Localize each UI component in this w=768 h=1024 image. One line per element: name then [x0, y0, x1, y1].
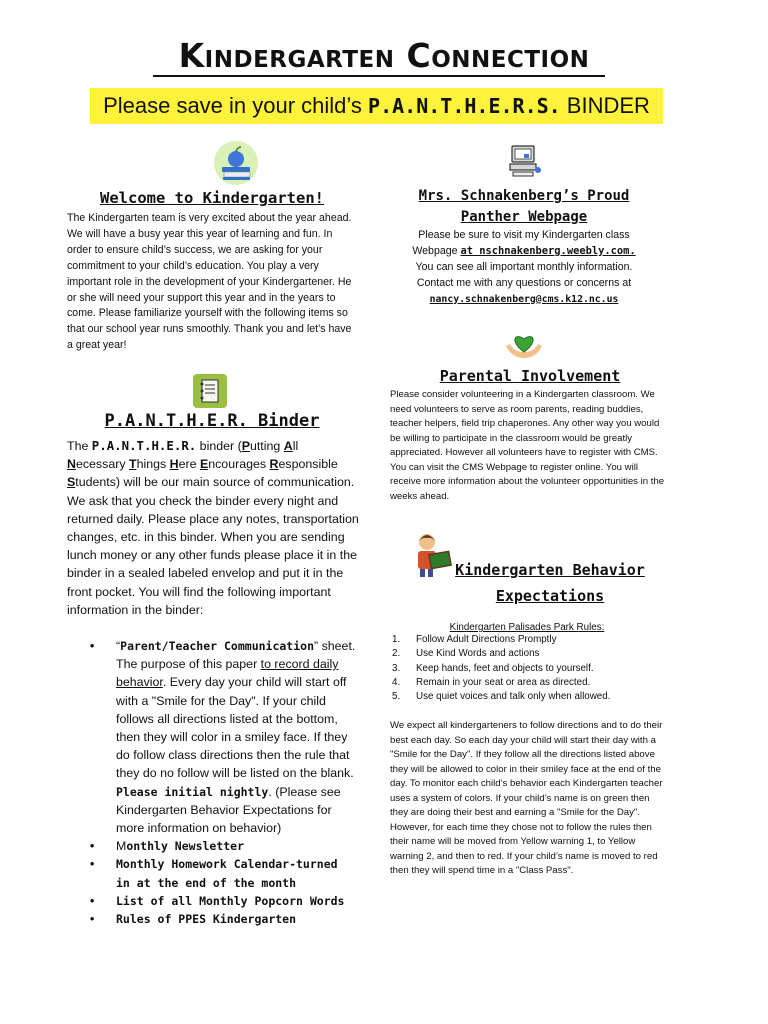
- webpage-body: [385, 228, 663, 308]
- binder-intro-the: The: [67, 439, 92, 453]
- item-text: . Every day your child will start off with a "Smile for the Day". If your child follows all directions listed at the bottom, then they will color in a smiley face. If they do follow class directions then the rule that they do no follow will be listed on the blank.: [116, 675, 354, 781]
- acronym-letter: H: [169, 457, 179, 472]
- acronym-letter: A: [283, 439, 293, 453]
- rule-number: 5.: [392, 691, 401, 703]
- webpage-line: You can see all important monthly information.: [415, 260, 633, 273]
- item-quote: “: [116, 639, 121, 653]
- acronym-word: ecessary: [75, 457, 129, 472]
- item-text: ” sheet. The purpose of this paper: [116, 639, 356, 672]
- rules-list: [390, 633, 670, 704]
- email-link[interactable]: nancy.schnakenberg@cms.k12.nc.us: [429, 293, 619, 305]
- rule-number: 3.: [392, 662, 401, 674]
- acronym-word: utting: [249, 439, 284, 453]
- acronym-word: hings: [136, 457, 170, 472]
- binder-contents-list: [90, 637, 358, 928]
- item-lead: M: [116, 839, 127, 854]
- banner-text: Please save in your child’s: [103, 93, 369, 118]
- item-strong: Monthly Homework Calendar-turned in at the end of the month: [116, 857, 338, 890]
- banner-panthers: P.A.N.T.H.E.R.S.: [368, 94, 561, 118]
- behavior-body: We expect all kindergarteners to follow directions and to do their best each day. So each day your child will start their day with a "Smile for the Day". If they follow all the directions listed above they will be allowed to color in their smiley face at the end of the day. To monitor each child’s behavior each Kindergarten teacher uses a system of colors. If your child’s name is on green then they are doing their best and earning a "Smile for the Day". However, for each time they chose not to follow the rules then their name will be moved from Yellow warning 1, to Yellow warning 2, and then to red. If your child’s name is moved to red then they will spend time in a "Class Pass".: [390, 720, 663, 876]
- welcome-heading: Welcome to Kindergarten!: [100, 189, 324, 207]
- item-text: . (Please see Kindergarten Behavior Expectations for more information on behavior): [116, 784, 341, 836]
- rule-text: Follow Adult Directions Promptly: [416, 634, 557, 645]
- acronym-word: ncourages: [208, 457, 270, 472]
- banner-binder: BINDER: [560, 93, 650, 118]
- behavior-heading: Kindergarten Behavior Expectations: [455, 561, 645, 605]
- acronym-letter: T: [128, 457, 137, 472]
- rule-item: [390, 662, 670, 676]
- rule-item: [390, 690, 670, 704]
- acronym-word: esponsible: [278, 457, 338, 472]
- webpage-heading: Mrs. Schnakenberg’s Proud Panther Webpage: [418, 188, 630, 225]
- rule-text: Use quiet voices and talk only when allowed.: [416, 691, 611, 703]
- acronym-letter: P: [241, 439, 250, 453]
- rule-item: [390, 633, 670, 647]
- welcome-body: The Kindergarten team is very excited about the year ahead. We will have a busy year this year of learning and fun. In order to ensure child’s success, we are asking for your commitment to your child’s education. You play a very important role in the development of your Kindergartener. He or she will need your support this year and in the years to come. Please familiarize yourself with the following items so that our school year runs smoothly. Thank you and let’s have a great year!: [67, 212, 352, 352]
- rule-text: Remain in your seat or area as directed.: [416, 676, 591, 688]
- child-with-sign-icon: [412, 531, 454, 579]
- item-underlined: to record daily behavior: [116, 657, 339, 690]
- rule-number: 1.: [392, 634, 401, 645]
- binder-intro-panther: P.A.N.T.H.E.R.: [91, 438, 197, 453]
- webpage-link[interactable]: at nschnakenberg.weebly.com.: [460, 244, 636, 257]
- rule-number: 2.: [392, 648, 401, 660]
- rules-title: Kindergarten Palisades Park Rules:: [449, 622, 605, 633]
- parental-body: Please consider volunteering in a Kindergarten classroom. We need volunteers to serve as room parents, reading buddies, teacher helpers, field trip chaperones. Any other way you would be willing to participate in the classroom would be greatly appreciated. However all volunteers have to register with CMS. You can visit the CMS Webpage to register online. You will receive more information about the volunteer opportunities in the weeks ahead.: [390, 389, 665, 502]
- list-item: [90, 910, 358, 928]
- acronym-letter: S: [67, 475, 76, 490]
- list-item: [90, 637, 358, 837]
- list-item: [90, 855, 358, 891]
- item-strong: onthly Newsletter: [126, 839, 245, 854]
- acronym-word: ere: [178, 457, 200, 472]
- heart-hands-icon: [502, 330, 546, 362]
- apple-books-icon: [213, 140, 259, 186]
- list-item: [90, 892, 358, 910]
- acronym-word: tudents: [75, 475, 116, 490]
- webpage-line: Please be sure to visit my Kindergarten class: [418, 229, 630, 241]
- rule-number: 4.: [392, 676, 401, 688]
- rule-text: Keep hands, feet and objects to yourself.: [416, 662, 594, 674]
- acronym-letter: E: [199, 457, 209, 472]
- webpage-line: Contact me with any questions or concerns at: [416, 276, 632, 289]
- rule-text: Use Kind Words and actions: [416, 648, 540, 660]
- binder-body: ) will be our main source of communication. We ask that you check the binder every night and returned daily. Please place any notes, transportation changes, etc. in this binder. When you are sending lunch money or any other funds please place it in the binder in a sealed labeled envelop and put it in the front pocket. You will find the following important information in the binder:: [67, 475, 359, 617]
- acronym-letter: R: [269, 457, 279, 472]
- item-strong: Rules of PPES Kindergarten: [116, 912, 297, 927]
- list-item: [90, 837, 358, 855]
- rule-item: [390, 647, 670, 661]
- binder-intro: [67, 437, 359, 619]
- notebook-icon: [192, 373, 228, 409]
- parental-heading: Parental Involvement: [439, 367, 621, 385]
- binder-banner: [90, 88, 663, 124]
- computer-icon: [504, 142, 544, 180]
- webpage-line-text: Webpage: [412, 244, 461, 257]
- item-strong: Please initial nightly: [116, 784, 269, 799]
- rule-item: [390, 676, 670, 690]
- binder-heading: P.A.N.T.H.E.R. Binder: [104, 411, 320, 431]
- item-strong: Parent/Teacher Communication: [120, 639, 315, 653]
- item-strong: List of all Monthly Popcorn Words: [116, 893, 345, 908]
- webpage-line: [385, 244, 663, 260]
- acronym-letter: N: [67, 457, 76, 472]
- title-underline: [153, 75, 605, 77]
- binder-intro-binder: binder (: [196, 439, 242, 453]
- page-title: Kindergarten Connection: [178, 36, 590, 75]
- acronym-word: ll: [292, 439, 299, 453]
